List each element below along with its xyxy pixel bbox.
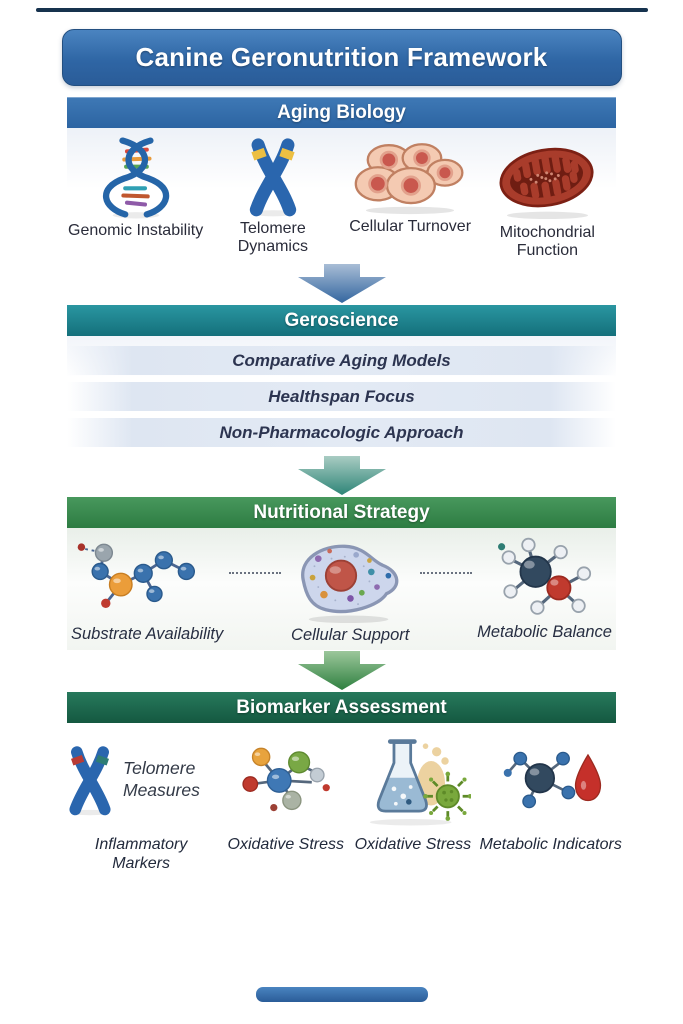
flask-icon: [355, 735, 471, 826]
bio-item-inflammatory-markers: [59, 733, 223, 873]
aging-biology-heading: Aging Biology: [277, 102, 406, 123]
nutri-item-cellular-support: [286, 534, 414, 645]
bio-item-label: Metabolic Indicators: [479, 836, 622, 853]
geroscience-item-label: Healthspan Focus: [268, 386, 415, 406]
aging-item-label: Genomic Instability: [68, 222, 204, 239]
nutri-item-label: Metabolic Balance: [477, 623, 612, 642]
aging-biology-content: [67, 128, 616, 263]
aging-item-label: Cellular Turnover: [349, 218, 472, 235]
aging-item-cellular-turnover: [342, 136, 479, 236]
geroscience-heading: Geroscience: [284, 309, 399, 331]
geroscience-item: [67, 418, 616, 447]
down-arrow-icon: [286, 456, 398, 496]
dotted-connector: [420, 572, 472, 574]
geroscience-content: [67, 336, 616, 455]
cell-support-icon: [286, 534, 414, 624]
telomere-measures-note: Telomere Measures: [123, 758, 200, 800]
chromosome-icon: [238, 136, 308, 217]
page-title-banner: [62, 29, 622, 86]
biomarker-assessment-heading: Biomarker Assessment: [236, 696, 447, 718]
top-border-line: [36, 8, 648, 12]
metabolic-molecule-icon: [489, 536, 601, 621]
geroscience-item-label: Non-Pharmacologic Approach: [219, 422, 464, 442]
oxidative-molecule-icon: [234, 737, 338, 823]
dotted-connector: [229, 572, 281, 574]
nutri-item-metabolic-balance: [477, 536, 612, 642]
nutritional-strategy-banner: [67, 497, 616, 528]
aging-biology-banner: [67, 97, 616, 128]
geroscience-item: [67, 346, 616, 375]
bio-item-oxidative-stress-flask: [348, 733, 477, 854]
mitochondria-icon: [494, 136, 600, 221]
bio-item-label: Oxidative Stress: [354, 836, 472, 853]
geroscience-banner: [67, 305, 616, 336]
bio-item-label: Inflammatory Markers: [94, 836, 188, 873]
molecule-droplet-icon: [495, 739, 607, 821]
aging-item-telomere-dynamics: [204, 136, 341, 256]
nutritional-strategy-heading: Nutritional Strategy: [253, 501, 430, 523]
bio-item-metabolic-indicators: [477, 733, 624, 854]
dna-helix-icon: [100, 136, 172, 219]
geroscience-item-label: Comparative Aging Models: [232, 350, 451, 370]
biomarker-assessment-content: [59, 723, 624, 873]
down-arrow-icon: [286, 264, 398, 304]
cell-cluster-icon: [350, 136, 470, 215]
down-arrow-icon: [286, 651, 398, 691]
aging-item-genomic-instability: [67, 136, 204, 240]
substrate-molecule-icon: [72, 534, 222, 623]
aging-item-label: Mitochondrial Function: [499, 224, 595, 260]
bottom-accent-bar: [256, 987, 428, 1002]
aging-item-label: Telomere Dynamics: [237, 220, 308, 256]
nutri-item-substrate-availability: [71, 534, 223, 644]
nutri-item-label: Substrate Availability: [71, 625, 224, 644]
nutri-item-label: Cellular Support: [291, 625, 410, 644]
nutritional-strategy-content: [67, 528, 616, 650]
geroscience-item: [67, 382, 616, 411]
biomarker-assessment-banner: [67, 692, 616, 723]
bio-item-label: Oxidative Stress: [227, 836, 345, 853]
aging-item-mitochondrial-function: [479, 136, 616, 260]
chromosome-banded-icon: [59, 738, 121, 822]
bio-item-oxidative-stress-molecule: [223, 733, 348, 854]
page-title: Canine Geronutrition Framework: [135, 42, 548, 72]
